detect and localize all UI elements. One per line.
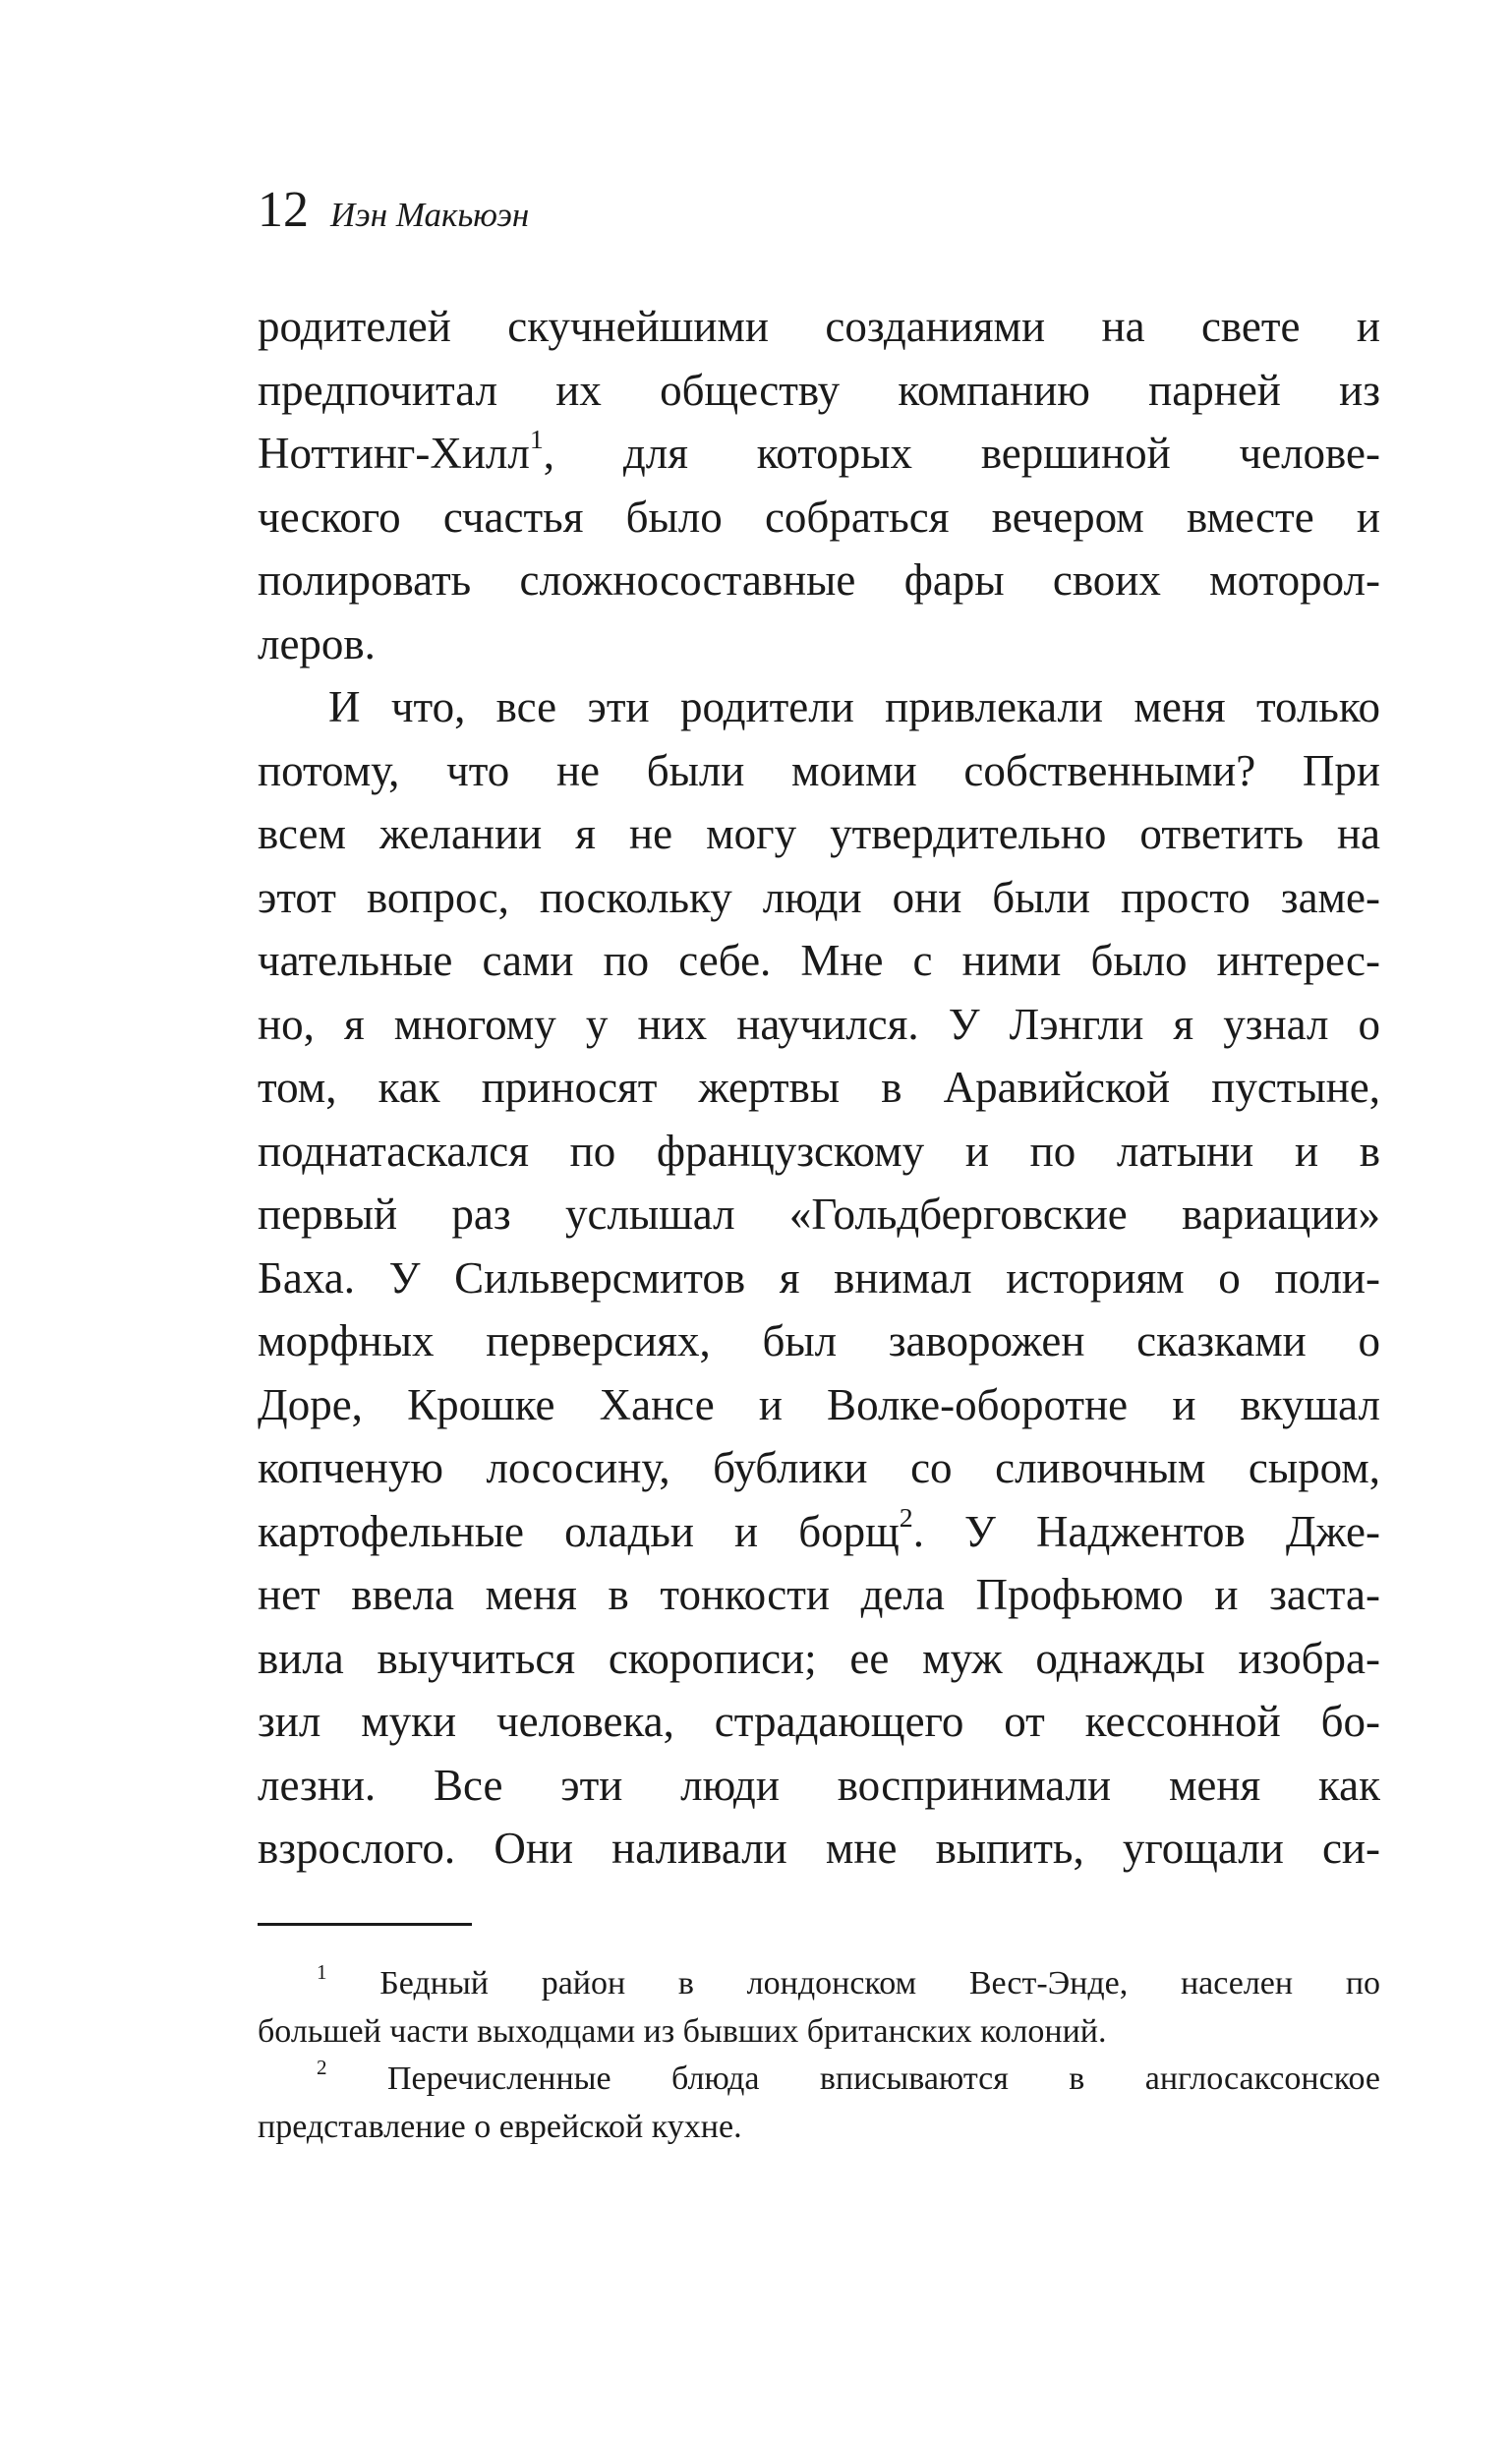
footnote-reference-1: 1 xyxy=(529,424,544,455)
footnote-reference-2: 2 xyxy=(899,1502,913,1534)
body-line-text: , для которых вершиной челове- xyxy=(543,429,1380,478)
paragraph-start: И что, все эти родители привлекали меня только xyxy=(328,682,1380,731)
body-line: нет ввела меня в тонкости дела Профьюмо и заста- xyxy=(258,1570,1380,1619)
body-line: Доре, Крошке Хансе и Волке-оборотне и вкушал xyxy=(258,1379,1380,1429)
body-line: зил муки человека, страдающего от кессонной бо- xyxy=(258,1697,1380,1746)
body-line xyxy=(258,1500,1380,1564)
footnote-1-marker: 1 xyxy=(317,1960,327,1984)
body-line: родителей скучнейшими созданиями на свете и xyxy=(258,302,1380,351)
body-line: чательные сами по себе. Мне с ними было интерес- xyxy=(258,936,1380,985)
body-line xyxy=(258,422,1380,486)
body-text xyxy=(258,295,1380,1881)
footnote-2-marker: 2 xyxy=(317,2056,327,2079)
running-head xyxy=(258,182,530,263)
footnote-1-text: Бедный район в лондонском Вест-Энде, населен по xyxy=(379,1965,1380,2002)
body-line: предпочитал их обществу компанию парней из xyxy=(258,365,1380,415)
body-line-text: Ноттинг-Хилл xyxy=(258,429,530,478)
body-line-text: . У Наджентов Дже- xyxy=(912,1506,1380,1556)
body-line: морфных перверсиях, был заворожен сказками о xyxy=(258,1316,1380,1365)
body-line: первый раз услышал «Гольдберговские вариации» xyxy=(258,1189,1380,1239)
footnote-2-line: представление о еврейской кухне. xyxy=(258,2108,742,2145)
body-line: полировать сложносоставные фары своих моторол- xyxy=(258,555,1380,605)
body-line: но, я многому у них научился. У Лэнгли я узнал о xyxy=(258,999,1380,1049)
body-line: леров. xyxy=(258,618,376,668)
footnote-2-text: Перечисленные блюда вписываются в англосаксонское xyxy=(386,2060,1380,2097)
body-line: этот вопрос, поскольку люди они были просто заме- xyxy=(258,872,1380,922)
footnote-1-line xyxy=(258,1960,1380,2008)
body-line: том, как приносят жертвы в Аравийской пустыне, xyxy=(258,1063,1380,1112)
body-line: вила выучиться скорописи; ее муж однажды изобра- xyxy=(258,1633,1380,1683)
body-line: Баха. У Сильверсмитов я внимал историям о поли- xyxy=(258,1252,1380,1303)
body-line-text: картофельные оладьи и борщ xyxy=(258,1506,900,1556)
page-number: 12 xyxy=(258,182,309,238)
body-line: взрослого. Они наливали мне выпить, угощали си- xyxy=(258,1824,1380,1873)
body-line: всем желании я не могу утвердительно ответить на xyxy=(258,809,1380,858)
body-line: ческого счастья было собраться вечером вместе и xyxy=(258,492,1380,542)
body-line: лезни. Все эти люди воспринимали меня как xyxy=(258,1760,1380,1810)
body-line: копченую лососину, бублики со сливочным сыром, xyxy=(258,1443,1380,1492)
running-head-author: Иэн Макьюэн xyxy=(330,196,530,234)
body-line: потому, что не были моими собственными? При xyxy=(258,745,1380,795)
body-line: поднатаскался по французскому и по латыни и в xyxy=(258,1126,1380,1176)
footnote-divider xyxy=(258,1923,472,1926)
footnotes xyxy=(258,1960,1380,2151)
footnote-1-line: большей части выходцами из бывших британских колоний. xyxy=(258,2012,1107,2050)
footnote-2-line xyxy=(258,2056,1380,2104)
